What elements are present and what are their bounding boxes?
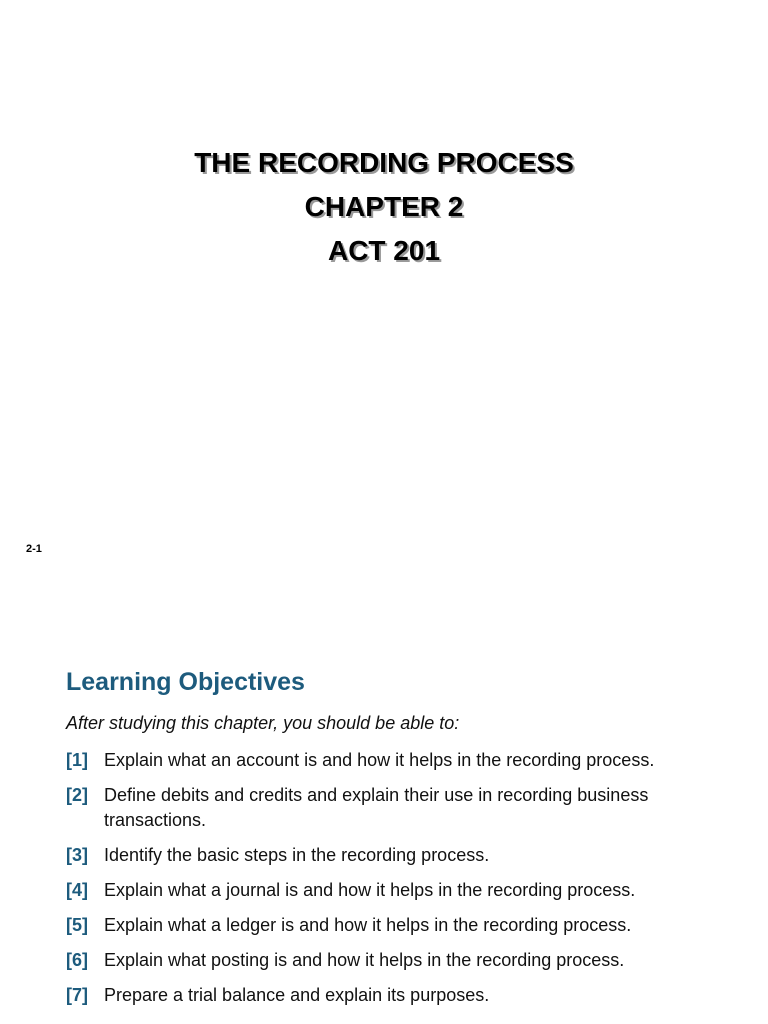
objective-number: [4] (66, 880, 88, 900)
objective-number: [3] (66, 845, 88, 865)
objective-text: Define debits and credits and explain their use in recording business transactions. (104, 785, 649, 830)
objective-item (66, 913, 726, 938)
title-line-course: ACT 201 (327, 235, 441, 266)
objective-item (66, 878, 726, 903)
objective-number: [6] (66, 950, 88, 970)
objective-number: [1] (66, 750, 88, 770)
objective-text: Prepare a trial balance and explain its purposes. (104, 985, 490, 1005)
title-line-main: THE RECORDING PROCESS (194, 147, 574, 178)
objective-number: [2] (66, 785, 88, 805)
objective-text: Explain what posting is and how it helps in the recording process. (104, 950, 625, 970)
objective-number: [7] (66, 985, 88, 1005)
objective-number: [5] (66, 915, 88, 935)
learning-objectives-heading: Learning Objectives (66, 668, 305, 696)
slide-number: 2-1 (26, 543, 42, 555)
objective-item (66, 948, 726, 973)
objective-text: Explain what an account is and how it helps in the recording process. (104, 750, 655, 770)
title-line-chapter: CHAPTER 2 (304, 191, 464, 222)
objective-text: Explain what a ledger is and how it helps in the recording process. (104, 915, 632, 935)
learning-objectives-slide (0, 640, 768, 1024)
objective-item (66, 783, 726, 833)
objective-text: Identify the basic steps in the recording process. (104, 845, 490, 865)
objective-item (66, 748, 726, 773)
learning-objectives-intro: After studying this chapter, you should be able to: (66, 713, 460, 733)
objective-text: Explain what a journal is and how it helps in the recording process. (104, 880, 636, 900)
objectives-list (66, 748, 726, 1018)
objective-item (66, 843, 726, 868)
objective-item (66, 983, 726, 1008)
title-block (0, 141, 768, 273)
